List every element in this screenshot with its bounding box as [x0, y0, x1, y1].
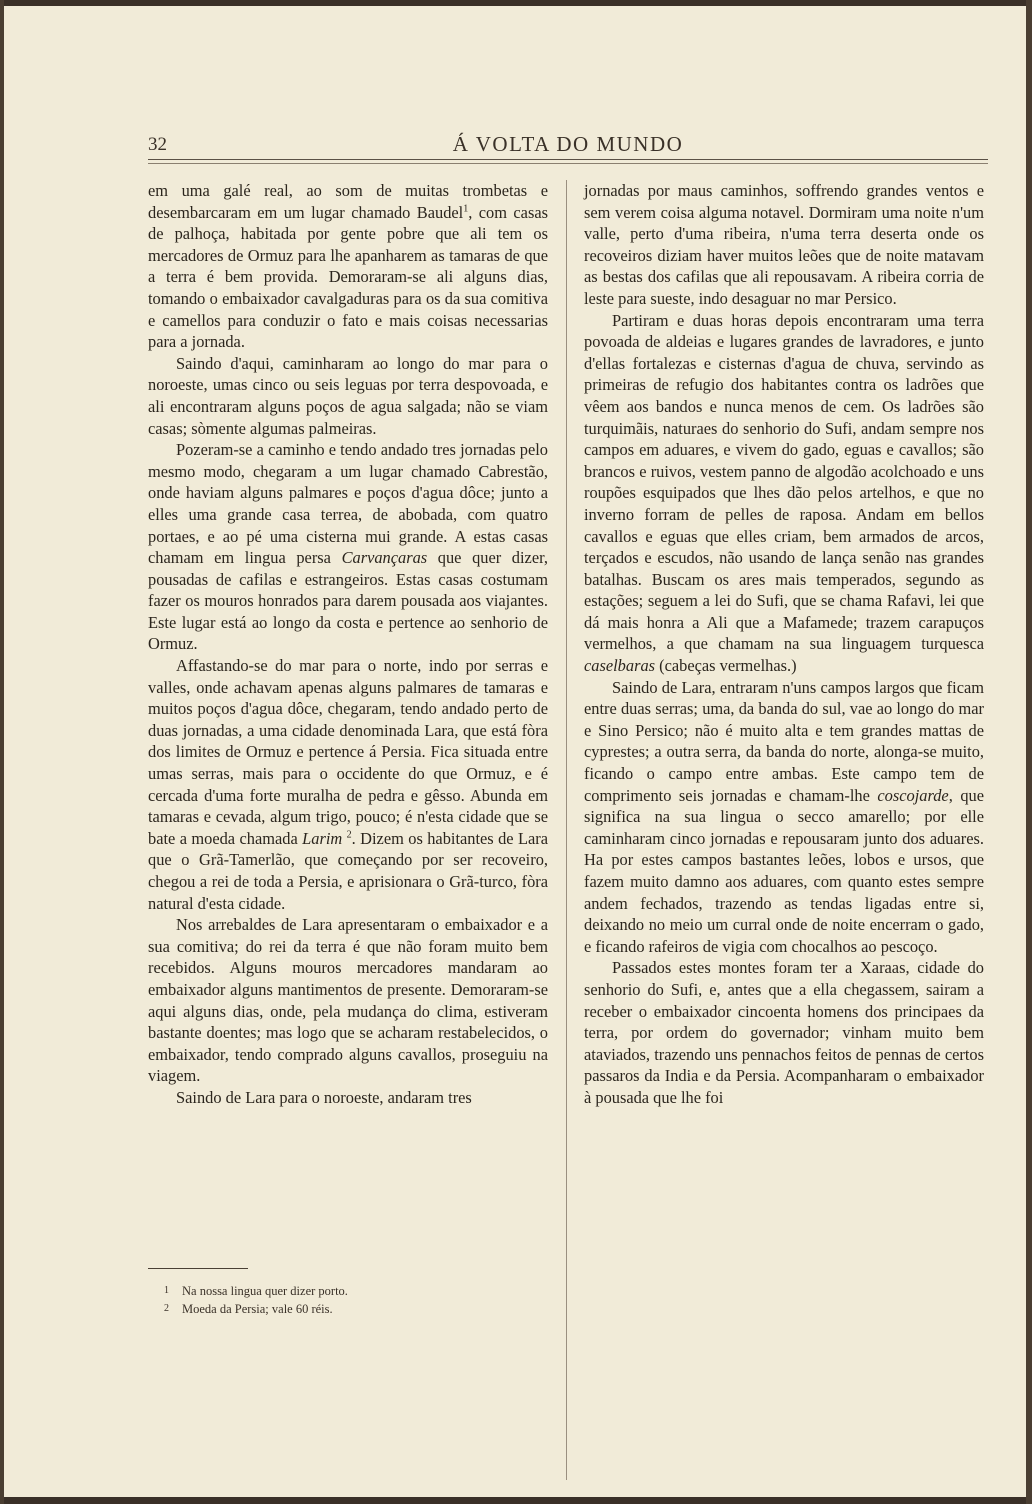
scan-edge-top — [0, 0, 1032, 6]
paragraph: Saindo de Lara para o noroeste, andaram tres — [176, 1087, 472, 1107]
left-column — [148, 180, 548, 1109]
page-number: 32 — [148, 134, 167, 155]
paragraph: Affastando-se do mar para o norte, indo por serras e valles, onde achavam apenas alguns palmares de tamaras e muitos poços d'agua dôce, chegaram, tendo andado perto de duas jornadas, a uma cidade denominada Lara, que está fòra dos limites de Ormuz e pertence á Persia. Fica situada entre umas serras, mais para o occidente do que Ormuz, e é cercada d'uma forte muralha de pedra e gêsso. Abunda em tamaras e cevada, algum trigo, pouco; é n'esta cidade que se bate a moeda chamada Larim $^2$. Dizem os habitantes de Lara que o Grã-Tamerlão, que começando por ser recoveiro, chegou a rei de toda a Persia, e aprisionara o Grã-turco, fòra natural d'esta cidade. — [148, 656, 548, 913]
paragraph: em uma galé real, ao som de muitas trombetas e desembarcaram em um lugar chamado Baudel$^1$, com casas de palhoça, habitada por gente pobre que ali tem os mercadores de Ormuz para lhe apanharem as tamaras de que a terra é bem provida. Demoraram-se ali alguns dias, tomando o embaixador cavalgaduras para os da sua comitiva e camellos para conduzir o fato e mais coisas necessarias para a jornada. — [148, 181, 548, 352]
footnote-rule — [148, 1268, 248, 1269]
paragraph: Partiram e duas horas depois encontraram uma terra povoada de aldeias e lugares grandes de lavradores, e junto d'ellas fortalezas e cisternas d'agua de chuva, servindo as primeiras de refugio dos habitantes contra os ladrões que vêem aos bandos e nunca menos de cem. Os ladrões são turquimãis, naturaes do senhorio do Sufi, andam sempre nos campos em aduares, e vivem do gado, eguas e cavallos; são brancos e ruivos, vestem panno de algodão acolchoado e uns roupões esquipados que lhes dão pelos artelhos, e que no inverno forram de pelles de raposa. Andam em bellos cavallos e eguas que elles criam, bem armados de arcos, terçados e escudos, não usando de lança senão nas grandes batalhas. Buscam os ares mais temperados, segundo as estações; seguem a lei do Sufi, que se chama Rafavi, lei que dá mais honra a Ali que a Mafamede; trazem carapuços vermelhos, a que chamam na sua linguagem turquesca caselbaras (cabeças vermelhas.) — [584, 310, 984, 676]
page-header — [148, 132, 988, 160]
footnotes — [164, 1282, 544, 1318]
right-column — [584, 180, 984, 1109]
running-title: Á VOLTA DO MUNDO — [452, 132, 684, 156]
scan-edge-right — [1026, 0, 1032, 1504]
paragraph: Nos arrebaldes de Lara apresentaram o embaixador e a sua comitiva; do rei da terra é que não foram muito bem recebidos. Alguns mouros mercadores mandaram ao embaixador alguns mantimentos de presente. Demoraram-se aqui alguns dias, onde, pela mudança do clima, estiveram bastante doentes; mas logo que se acharam restabelecidos, o embaixador, tendo comprado alguns cavallos, proseguiu na viagem. — [148, 915, 548, 1086]
header-rule-thin — [148, 163, 988, 164]
footnote: 1 Na nossa lingua quer dizer porto. — [164, 1284, 348, 1298]
paragraph: Saindo de Lara, entraram n'uns campos largos que ficam entre duas serras; uma, da banda do sul, vae ao longo do mar e Sino Persico; não é muito alta e tem grandes mattas de cyprestes; a outra serra, da banda do norte, alonga-se muito, ficando o campo entre ambas. Este campo tem de comprimento seis jornadas e chamam-lhe coscojarde, que significa na sua lingua o secco amarello; por elle caminharam cinco jornadas e repousaram junto dos aduares. Ha por estes campos bastantes leões, lobos e ursos, que fazem muito damno aos aduares, com quanto estes sempre andem fechados, trazendo as tendas ligadas entre si, deixando no meio um curral onde de noite encerram o gado, e ficando rafeiros de vigia com chocalhos ao pescoço. — [584, 677, 984, 956]
paragraph: Saindo d'aqui, caminharam ao longo do mar para o noroeste, umas cinco ou seis leguas por terra despovoada, e ali encontraram alguns poços de agua salgada; não se viam casas; sòmente algumas palmeiras. — [148, 353, 548, 438]
paragraph: Passados estes montes foram ter a Xaraas, cidade do senhorio do Sufi, e, antes que a ella chegassem, sairam a receber o embaixador cincoenta homens dos principaes da terra, por ordem do governador; vinham muito bem ataviados, trazendo uns pennachos feitos de pennas de certos passaros da India e da Persia. Acompanharam o embaixador à pousada que lhe foi — [584, 958, 984, 1107]
scan-edge-bottom — [0, 1497, 1032, 1504]
header-rule — [148, 159, 988, 160]
footnote-ref: 2 — [346, 829, 352, 841]
scan-edge-left — [0, 0, 4, 1504]
footnote-ref: 1 — [463, 203, 469, 215]
paragraph: jornadas por maus caminhos, soffrendo grandes ventos e sem verem coisa alguma notavel. Dormiram uma noite n'um valle, perto d'uma ribeira, n'uma terra deserta onde os recoveiros diziam haver muitos leões que de noite matavam as bestas dos cafilas que ali repousavam. A ribeira corria de leste para sueste, indo desaguar no mar Persico. — [584, 181, 984, 308]
column-divider — [566, 180, 567, 1480]
footnote: 2 Moeda da Persia; vale 60 réis. — [164, 1302, 333, 1316]
paragraph: Pozeram-se a caminho e tendo andado tres jornadas pelo mesmo modo, chegaram a um lugar chamado Cabrestão, onde haviam alguns palmares e poços d'agua dôce; junto a elles uma grande casa terrea, de abobada, com quatro portaes, e ao pé uma cisterna mui grande. A estas casas chamam em lingua persa Carvançaras que quer dizer, pousadas de cafilas e estrangeiros. Estas casas costumam fazer os mouros honrados para darem pousada aos viajantes. Este lugar está ao longo da costa e pertence ao senhorio de Ormuz. — [148, 440, 549, 654]
